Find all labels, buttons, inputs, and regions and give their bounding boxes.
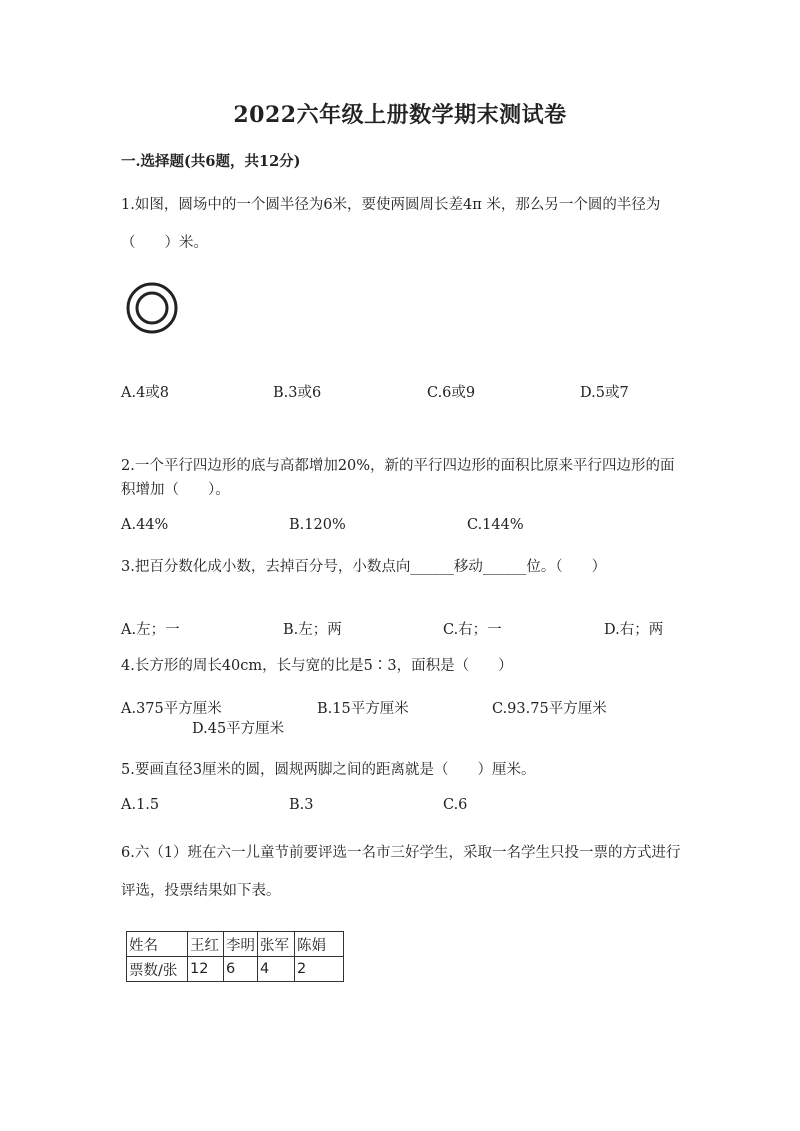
question-3-text: 3.把百分数化成小数，去掉百分号，小数点向______移动______位。（ ） xyxy=(121,559,607,575)
q2-option-a[interactable]: A.44% xyxy=(121,517,169,533)
q4-option-a[interactable]: A.375平方厘米 xyxy=(121,701,222,717)
table-row xyxy=(127,957,344,982)
question-2-text: 2.一个平行四边形的底与高都增加20%，新的平行四边形的面积比原来平行四边形的面积增加（ ）。 xyxy=(121,458,675,498)
question-4-text: 4.长方形的周长40cm，长与宽的比是5∶3，面积是（ ） xyxy=(121,658,513,674)
question-6-text: 6.六（1）班在六一儿童节前要评选一名市三好学生，采取一名学生只投一票的方式进行评选，投票结果如下表。 xyxy=(121,845,681,899)
question-5-text: 5.要画直径3厘米的圆，圆规两脚之间的距离就是（ ）厘米。 xyxy=(121,762,536,778)
q5-option-b[interactable]: B.3 xyxy=(289,797,314,813)
table-cell: 2 xyxy=(295,957,344,982)
q3-option-d[interactable]: D.右；两 xyxy=(604,622,664,638)
q5-option-a[interactable]: A.1.5 xyxy=(121,797,160,813)
q2-option-c[interactable]: C.144% xyxy=(467,517,524,533)
table-cell: 4 xyxy=(258,957,295,982)
inner-circle xyxy=(137,293,167,323)
outer-circle xyxy=(128,284,176,332)
concentric-circles-figure xyxy=(126,282,180,336)
q4-option-d[interactable]: D.45平方厘米 xyxy=(192,721,285,737)
vote-results-table xyxy=(126,931,344,982)
table-header-cell: 陈娟 xyxy=(295,932,344,957)
table-header-cell: 李明 xyxy=(224,932,258,957)
page-title: 2022六年级上册数学期末测试卷 xyxy=(233,102,567,128)
q1-option-a[interactable]: A.4或8 xyxy=(121,385,170,401)
q4-option-b[interactable]: B.15平方厘米 xyxy=(317,701,409,717)
q1-option-b[interactable]: B.3或6 xyxy=(273,385,322,401)
q5-option-c[interactable]: C.6 xyxy=(443,797,468,813)
table-header-row xyxy=(127,932,344,957)
q2-option-b[interactable]: B.120% xyxy=(289,517,346,533)
q3-option-c[interactable]: C.右；一 xyxy=(443,622,502,638)
table-cell: 12 xyxy=(188,957,224,982)
q1-option-d[interactable]: D.5或7 xyxy=(580,385,629,401)
table-header-cell: 王红 xyxy=(188,932,224,957)
table-header-cell: 姓名 xyxy=(127,932,188,957)
q3-option-b[interactable]: B.左；两 xyxy=(283,622,342,638)
section-heading: 一.选择题(共6题，共12分) xyxy=(121,153,301,170)
table-header-cell: 张军 xyxy=(258,932,295,957)
q4-option-c[interactable]: C.93.75平方厘米 xyxy=(492,701,607,717)
q1-option-c[interactable]: C.6或9 xyxy=(427,385,476,401)
question-1-text: 1.如图，圆场中的一个圆半径为6米，要使两圆周长差4π 米，那么另一个圆的半径为（ ）米。 xyxy=(121,197,661,251)
table-cell: 票数/张 xyxy=(127,957,188,982)
q3-option-a[interactable]: A.左；一 xyxy=(121,622,180,638)
table-cell: 6 xyxy=(224,957,258,982)
